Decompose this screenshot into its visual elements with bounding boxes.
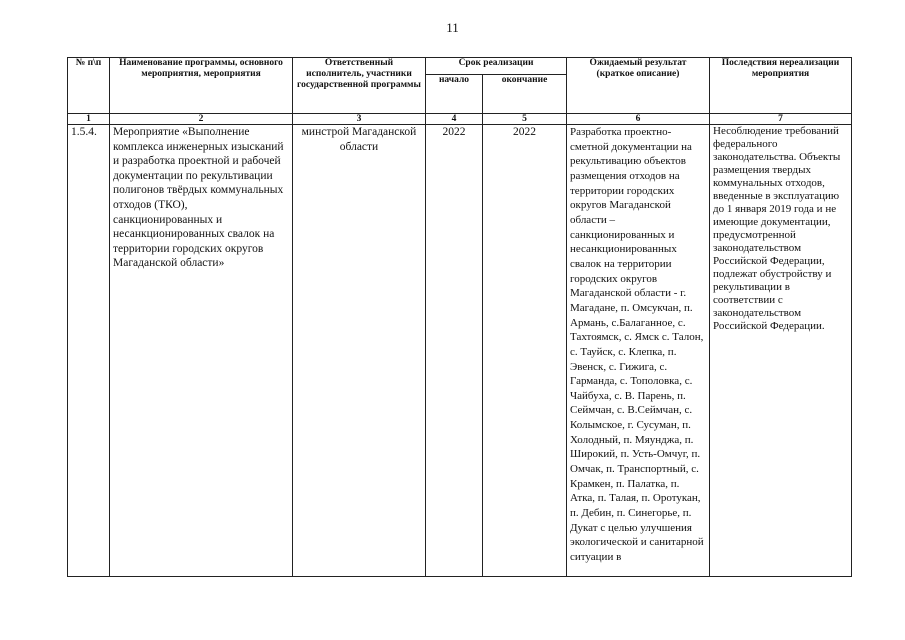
row-consequences: Несоблюдение требований федерального законодательства. Объекты размещения твердых коммунальных отходов, введенные в эксплуатацию до 1 января 2019 года и не имеющие документации, предусмотренной законодательством Российской Федерации, подлежат обустройству и рекультивации в соответствии с законодательством Российской Федерации. (710, 125, 852, 577)
table-row (68, 125, 852, 577)
header-name: Наименование программы, основного мероприятия, мероприятия (110, 58, 293, 114)
column-number: 6 (567, 114, 710, 125)
row-end: 2022 (483, 125, 567, 577)
column-number: 1 (68, 114, 110, 125)
column-number: 5 (483, 114, 567, 125)
column-number: 2 (110, 114, 293, 125)
row-num: 1.5.4. (68, 125, 110, 577)
row-result: Разработка проектно-сметной документации на рекультивацию объектов размещения отходов на территории городских округов Магаданской области – санкционированных и несанкционированных свалок на территории городских округов Магаданской области - г. Магадане, п. Омсукчан, п. Армань, с.Балаганное, с. Тахтоямск, с. Ямск с. Талон, с. Тауйск, с. Клепка, п. Эвенск, с. Гижига, с. Гарманда, с. Тополовка, с. Чайбуха, с. В. Парень, п. Сеймчан, с. В.Сеймчан, с. Колымское, г. Сусуман, п. Холодный, п. Мяунджа, п. Широкий, п. Усть-Омчуг, п. Омчак, п. Транспортный, с. Крамкен, п. Палатка, п. Атка, п. Талая, п. Оротукан, п. Дебин, п. Синегорье, п. Дукат с целью улучшения экологической и санитарной ситуации в (567, 125, 710, 577)
header-result: Ожидаемый результат (краткое описание) (567, 58, 710, 114)
column-number-row (68, 114, 852, 125)
header-end: окончание (483, 75, 567, 114)
page-number: 11 (446, 20, 459, 35)
header-start: начало (426, 75, 483, 114)
program-table (67, 57, 852, 577)
header-period: Срок реализации (426, 58, 567, 75)
column-number: 7 (710, 114, 852, 125)
header-consequences: Последствия нереализации мероприятия (710, 58, 852, 114)
row-responsible: минстрой Магаданской области (293, 125, 426, 577)
row-start: 2022 (426, 125, 483, 577)
column-number: 4 (426, 114, 483, 125)
header-num: № п\п (68, 58, 110, 114)
header-responsible: Ответственный исполнитель, участники государственной программы (293, 58, 426, 114)
row-name: Мероприятие «Выполнение комплекса инженерных изысканий и разработка проектной и рабочей документации по рекультивации полигонов твёрдых коммунальных отходов (ТКО), санкционированных и несанкционированных свалок на территории городских округов Магаданской области» (110, 125, 293, 577)
column-number: 3 (293, 114, 426, 125)
